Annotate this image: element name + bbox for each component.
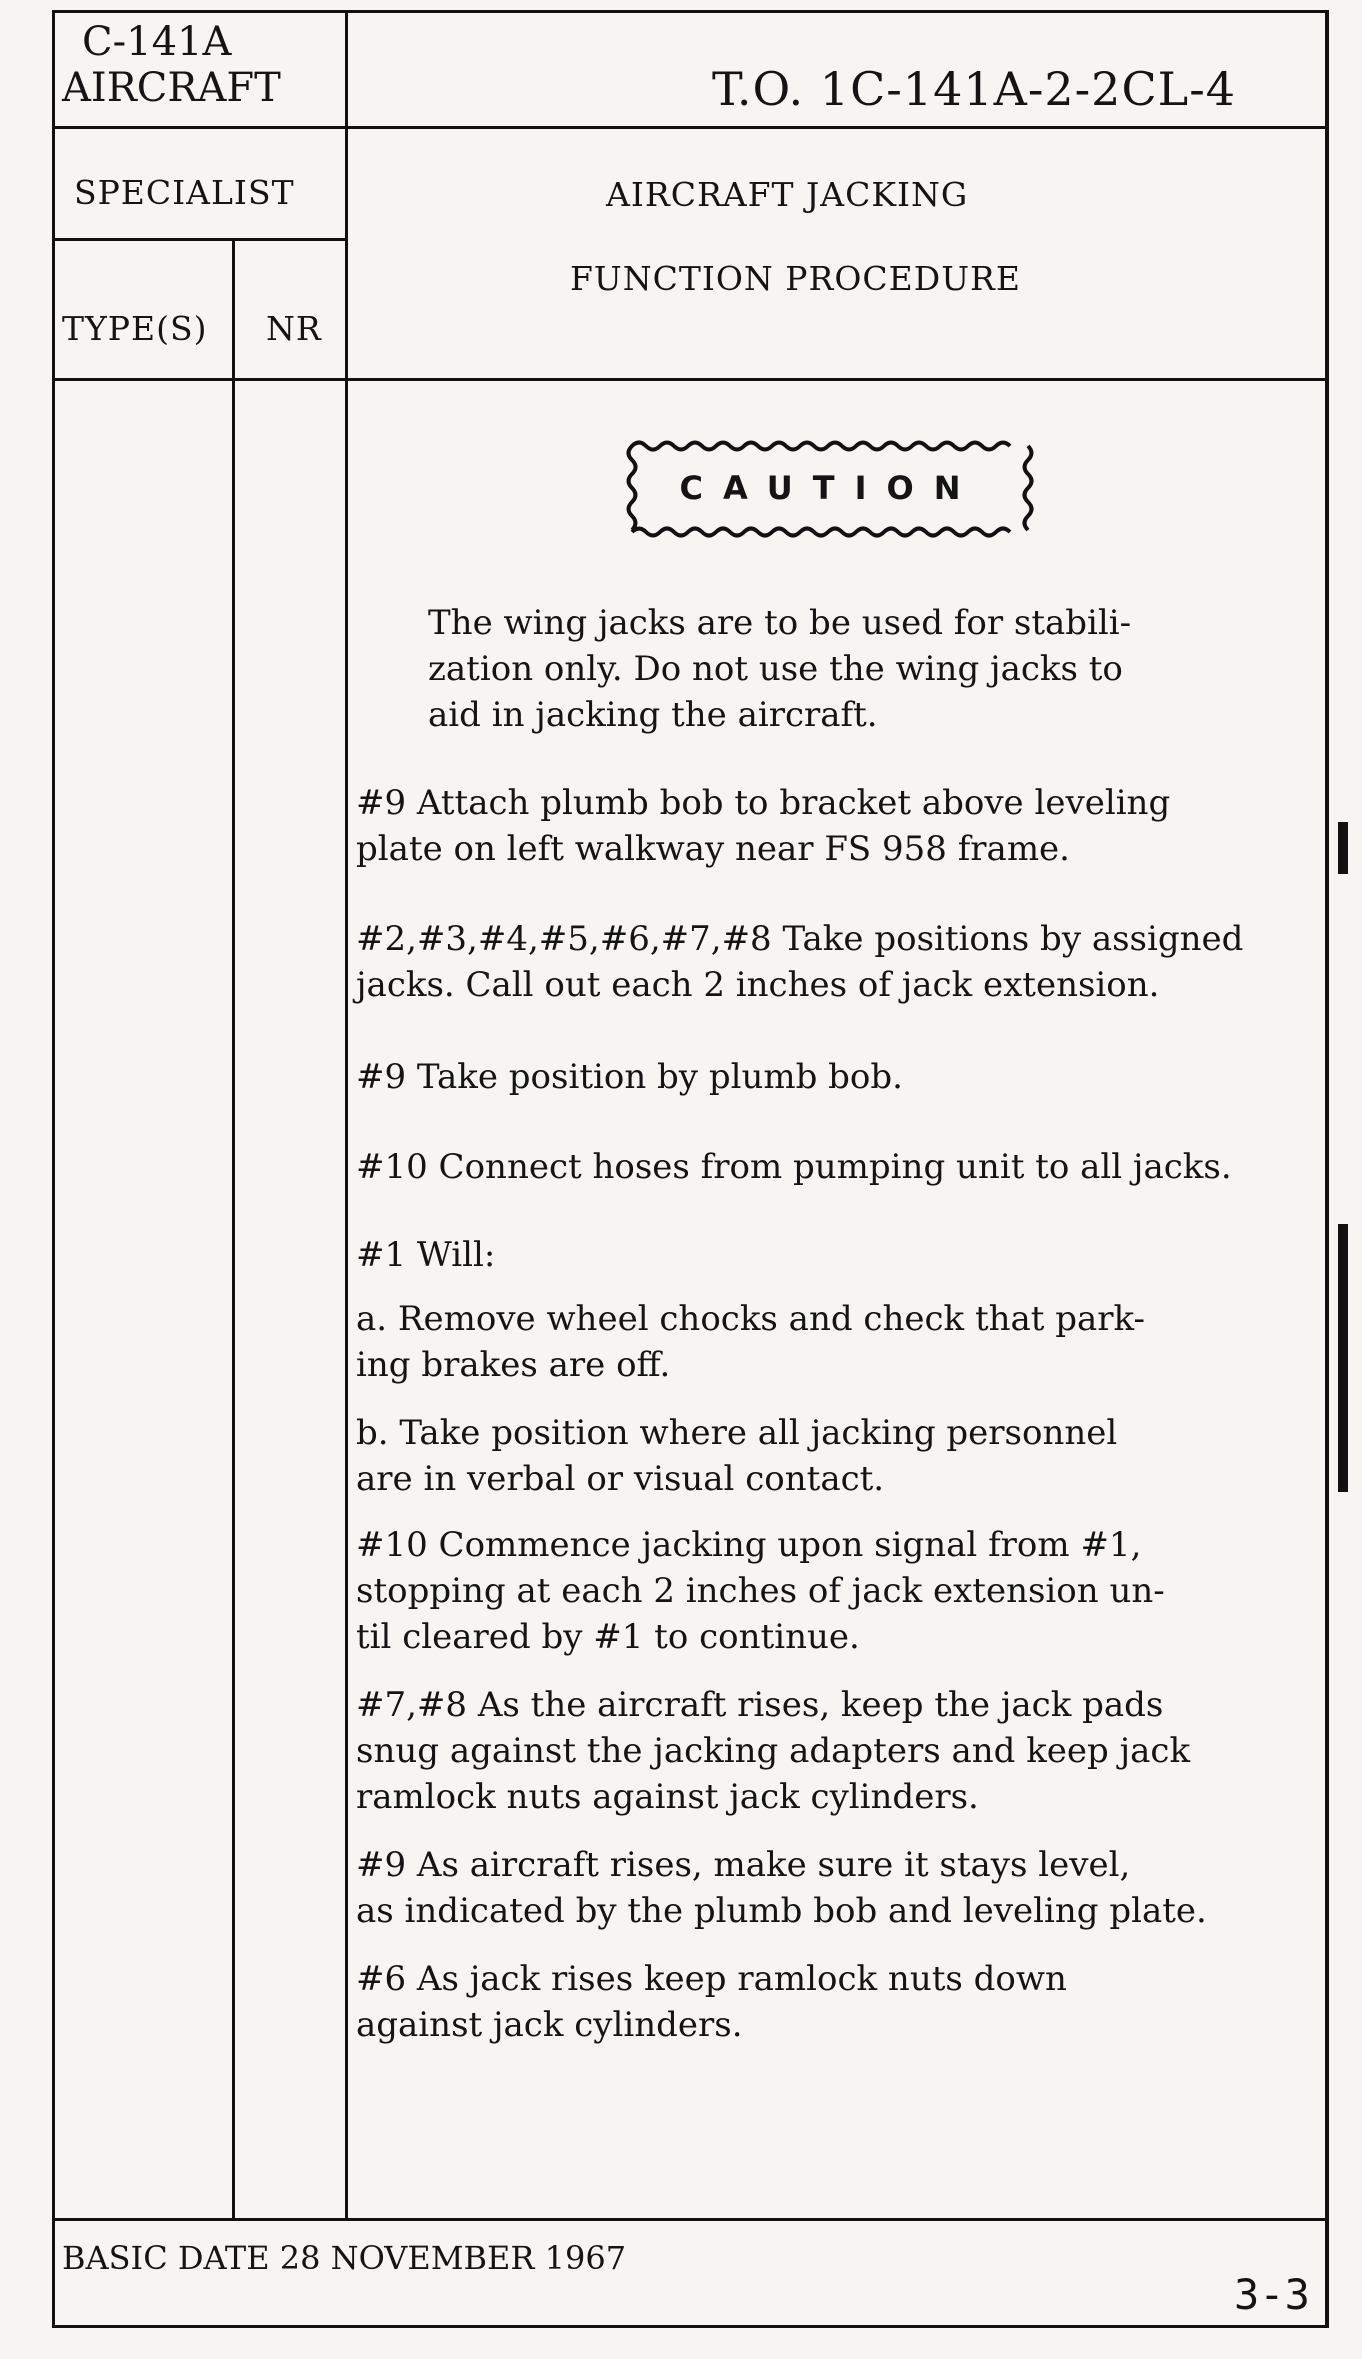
caution-text-line-2: zation only. Do not use the wing jacks to [428, 649, 1123, 689]
caution-box [620, 434, 1040, 544]
outer-border-right [1325, 10, 1329, 2328]
type-heading: TYPE(S) [62, 309, 208, 348]
outer-border-bottom [52, 2325, 1329, 2328]
caution-text-line-1: The wing jacks are to be used for stabili- [428, 603, 1132, 643]
change-bar [1338, 1224, 1348, 1492]
column-divider-nr [232, 238, 235, 2220]
step-line: a. Remove wheel chocks and check that park- [356, 1299, 1146, 1339]
caution-text-line-3: aid in jacking the aircraft. [428, 695, 878, 735]
step-line: b. Take position where all jacking personnel [356, 1413, 1118, 1453]
aircraft-label: AIRCRAFT [62, 65, 281, 111]
outer-border-left [52, 10, 55, 2328]
header-divider-bottom [52, 378, 1329, 381]
change-bar [1338, 822, 1348, 874]
step-line: til cleared by #1 to continue. [356, 1617, 860, 1657]
page-number: 3-3 [1234, 2270, 1310, 2319]
step-line: stopping at each 2 inches of jack extension un- [356, 1571, 1165, 1611]
step-line: #9 Attach plumb bob to bracket above leveling [356, 783, 1171, 823]
step-line: snug against the jacking adapters and keep jack [356, 1731, 1191, 1771]
footer-divider [52, 2218, 1329, 2221]
step-line: as indicated by the plumb bob and leveling plate. [356, 1891, 1207, 1931]
procedure-title: AIRCRAFT JACKING [606, 175, 969, 214]
step-line: #9 Take position by plumb bob. [356, 1057, 903, 1097]
basic-date: BASIC DATE 28 NOVEMBER 1967 [62, 2239, 627, 2277]
step-line: are in verbal or visual contact. [356, 1459, 885, 1499]
header-divider-specialist [52, 238, 348, 241]
column-divider-main [345, 10, 348, 2220]
nr-heading: NR [266, 309, 322, 348]
step-line: #10 Connect hoses from pumping unit to all jacks. [356, 1147, 1232, 1187]
tech-order-number: T.O. 1C-141A-2-2CL-4 [712, 62, 1237, 116]
step-line: jacks. Call out each 2 inches of jack extension. [356, 965, 1160, 1005]
step-line: #9 As aircraft rises, make sure it stays level, [356, 1845, 1131, 1885]
step-line: ramlock nuts against jack cylinders. [356, 1777, 979, 1817]
specialist-heading: SPECIALIST [74, 173, 295, 212]
aircraft-model: C-141A [82, 19, 232, 65]
step-line: #7,#8 As the aircraft rises, keep the jack pads [356, 1685, 1164, 1725]
step-line: #1 Will: [356, 1235, 496, 1275]
step-line: ing brakes are off. [356, 1345, 671, 1385]
caution-label: CAUTION [679, 469, 981, 507]
step-line: #2,#3,#4,#5,#6,#7,#8 Take positions by assigned [356, 919, 1244, 959]
step-line: #10 Commence jacking upon signal from #1, [356, 1525, 1142, 1565]
step-line: #6 As jack rises keep ramlock nuts down [356, 1959, 1067, 1999]
step-line: plate on left walkway near FS 958 frame. [356, 829, 1070, 869]
procedure-subtitle: FUNCTION PROCEDURE [570, 259, 1021, 298]
step-line: against jack cylinders. [356, 2005, 743, 2045]
header-divider-1 [52, 126, 1329, 129]
outer-border-top [52, 10, 1329, 13]
